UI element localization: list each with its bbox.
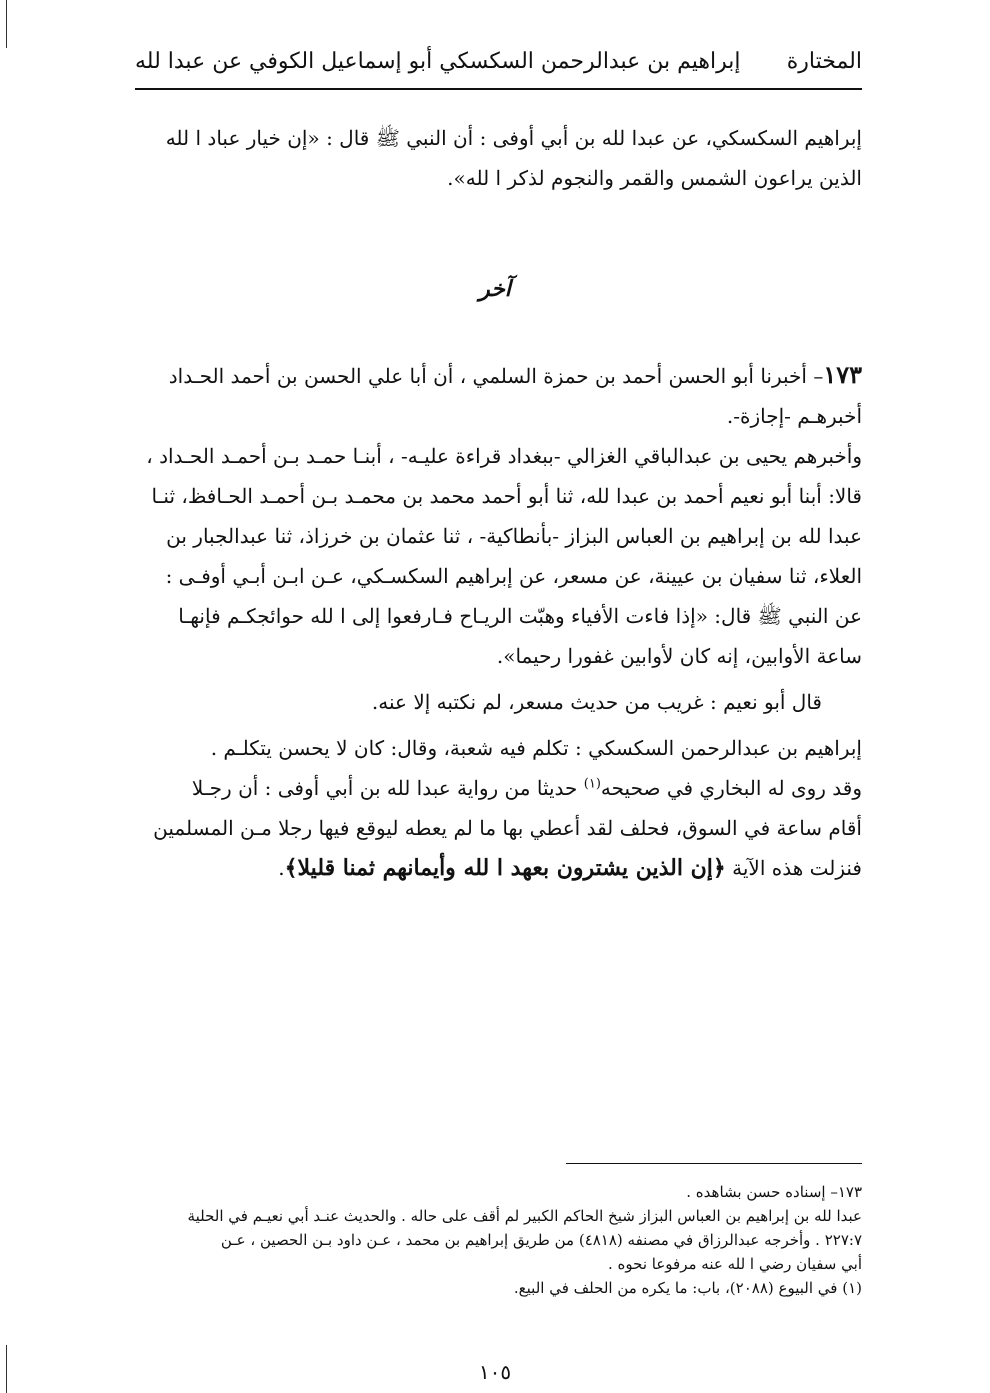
footnote-reference[interactable]: (١) [583,776,601,792]
hadith-line: أخبرهـم -إجازة-. [726,404,862,428]
hadith-line: قال أبو نعيم : غريب من حديث مسعر، لم نكتبه إلا عنه. [371,690,822,714]
hadith-text: حديثا من رواية عبدا لله بن أبي أوفى : أن رجـلا [191,776,584,800]
footnotes [140,1180,862,1300]
section-title: آخر [479,276,511,302]
hadith-line: قالا: أبنا أبو نعيم أحمد بن عبدا لله، ثنا أبو أحمد محمد بن محمـد بـن أحمـد الحـافظ، ثنـا [151,484,862,508]
hadith-line: أقام ساعة في السوق، فحلف لقد أعطي بها ما لم يعطه ليوقع فيها رجلا مـن المسلمين [153,816,862,840]
hadith-line [140,848,862,888]
header-book-title: المختارة [786,49,862,74]
page-edge-line-top [6,0,7,48]
footnote-line: ١٧٣– إسناده حسن بشاهده . [686,1183,862,1201]
hadith-line: العلاء، ثنا سفيان بن عيينة، عن مسعر، عن إبراهيم السكسـكي، عـن ابـن أبـي أوفـى : [165,564,862,588]
hadith-line: إبراهيم بن عبدالرحمن السكسكي : تكلم فيه شعبة، وقال: كان لا يحسن يتكلـم . [210,736,862,760]
hadith-line: وأخبرهم يحيى بن عبدالباقي الغزالي -ببغداد قراءة عليـه- ، أبنـا حمـد بـن أحمـد الحـداد ، [146,444,862,468]
footnote-line: (١) في البيوع (٢٠٨٨)، باب: ما يكره من الحلف في البيع. [513,1279,862,1297]
intro-paragraph [140,118,862,198]
hadith-line: ساعة الأوابين، إنه كان لأوابين غفورا رحيما». [496,644,862,668]
hadith-text: . [278,856,285,880]
hadith-line: عن النبي ﷺ قال: «إذا فاءت الأفياء وهبّت الريـاح فـارفعوا إلى ا لله حوائجكـم فإنهـا [178,604,862,628]
hadith-text: وقد روى له البخاري في صحيحه [600,776,862,800]
footnote-line: ٢٢٧:٧ . وأخرجه عبدالرزاق في مصنفه (٤٨١٨) من طريق إبراهيم بن محمد ، عـن داود بـن الحصين ، عـن [220,1231,862,1249]
hadith-body [140,355,862,888]
hadith-line [140,355,862,396]
intro-line: إبراهيم السكسكي، عن عبدا لله بن أبي أوفى : أن النبي ﷺ قال : «إن خيار عباد ا لله [165,126,862,150]
running-header [135,36,862,90]
hadith-text: – أخبرنا أبو الحسن أحمد بن حمزة السلمي ، أن أبا علي الحسن بن أحمد الحـداد [168,364,824,388]
footnote-line: عبدا لله بن إبراهيم بن العباس البزاز شيخ الحاكم الكبير لم أقف على حاله . والحديث عنـد أبي نعيـم في الحلية [187,1207,862,1225]
footnote-separator [566,1163,862,1164]
hadith-line: عبدا لله بن إبراهيم بن العباس البزاز -بأنطاكية- ، ثنا عثمان بن خرزاذ، ثنا عبدالجبار بن [166,524,862,548]
hadith-text: فنزلت هذه الآية [725,856,862,880]
hadith-line [140,768,862,808]
footnote-line: أبي سفيان رضي ا لله عنه مرفوعا نحوه . [608,1255,862,1273]
intro-line: الذين يراعون الشمس والقمر والنجوم لذكر ا لله». [447,166,862,190]
page-number: ١٠٥ [478,1360,512,1384]
hadith-number: ١٧٣ [823,360,862,389]
quran-verse: ﴿إن الذين يشترون بعهد ا لله وأيمانهم ثمنا قليلا﴾ [284,855,726,881]
header-chapter-title: إبراهيم بن عبدالرحمن السكسكي أبو إسماعيل الكوفي عن عبدا لله [135,49,741,74]
